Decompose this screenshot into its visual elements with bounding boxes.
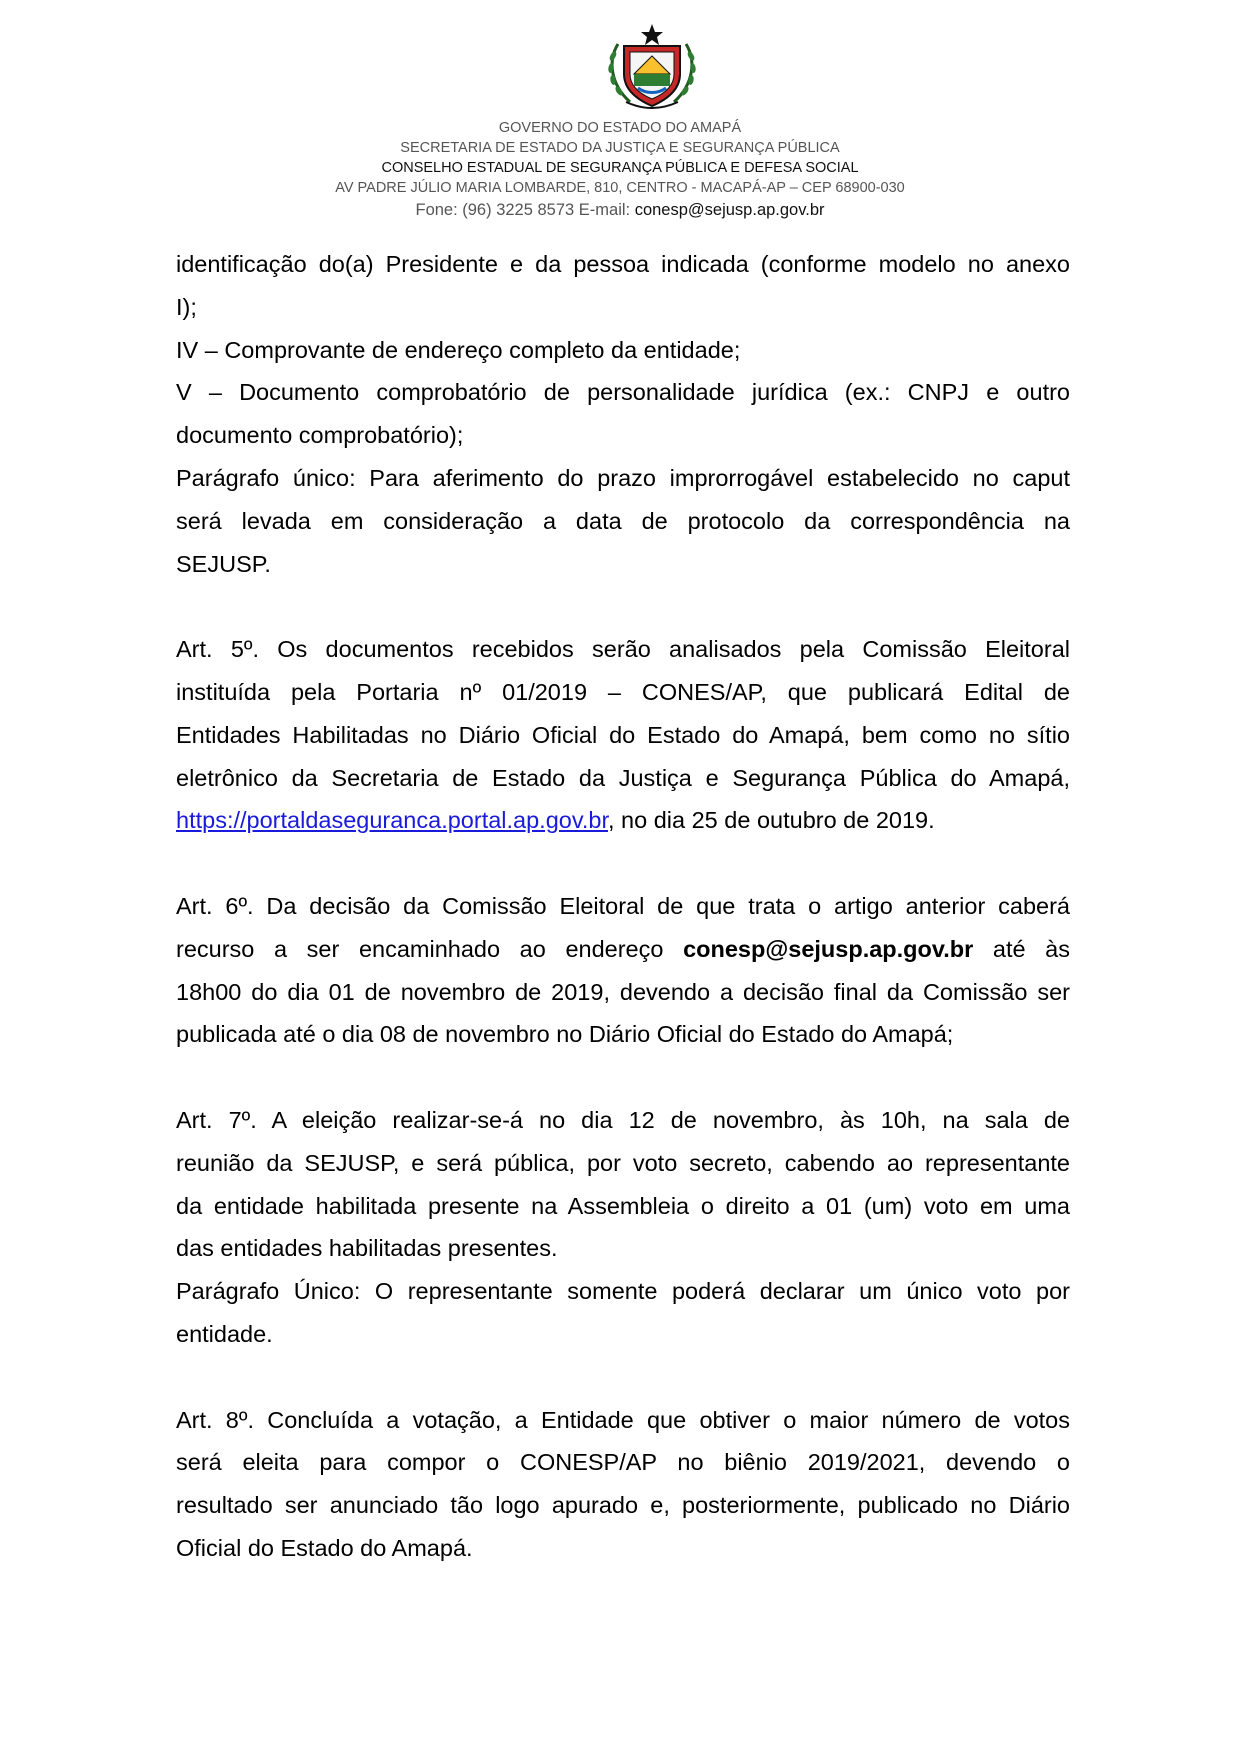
body-line: reunião da SEJUSP, e será pública, por voto secreto, cabendo ao representante — [176, 1149, 1070, 1176]
document-body — [176, 243, 1070, 1570]
body-line: 18h00 do dia 01 de novembro de 2019, devendo a decisão final da Comissão ser — [176, 978, 1070, 1005]
body-line: instituída pela Portaria nº 01/2019 – CONES/AP, que publicará Edital de — [176, 678, 1070, 705]
body-line: entidade. — [176, 1320, 273, 1347]
body-line: da entidade habilitada presente na Assembleia o direito a 01 (um) voto em uma — [176, 1192, 1070, 1219]
art-5: Art. 5º. Os documentos recebidos serão analisados pela Comissão Eleitoral — [176, 636, 1070, 663]
letterhead-government: GOVERNO DO ESTADO DO AMAPÁ — [498, 120, 742, 136]
body-line: das entidades habilitadas presentes. — [176, 1235, 558, 1262]
art-6: Art. 6º. Da decisão da Comissão Eleitoral de que trata o artigo anterior caberá — [176, 892, 1070, 919]
body-line: será levada em consideração a data de protocolo da correspondência na — [176, 507, 1070, 534]
body-line: documento comprobatório); — [176, 422, 464, 449]
letterhead-council: CONSELHO ESTADUAL DE SEGURANÇA PÚBLICA E DEFESA SOCIAL — [381, 160, 859, 176]
body-line: será eleita para compor o CONESP/AP no biênio 2019/2021, devendo o — [176, 1449, 1070, 1476]
body-line: identificação do(a) Presidente e da pessoa indicada (conforme modelo no anexo — [176, 251, 1070, 277]
item-v: V – Documento comprobatório de personalidade jurídica (ex.: CNPJ e outro — [176, 379, 1070, 406]
email-bold: conesp@sejusp.ap.gov.br — [683, 935, 974, 962]
body-line — [176, 928, 1070, 971]
letterhead-contact — [0, 198, 1240, 222]
body-line: eletrônico da Secretaria de Estado da Justiça e Segurança Pública do Amapá, — [176, 764, 1070, 791]
body-line: SEJUSP. — [176, 550, 271, 577]
letterhead-address: AV PADRE JÚLIO MARIA LOMBARDE, 810, CENTRO - MACAPÁ-AP – CEP 68900-030 — [335, 180, 905, 196]
body-text: recurso a ser encaminhado ao endereço — [176, 935, 684, 962]
body-text: até às — [973, 935, 1070, 962]
paragrafo-unico: Parágrafo único: Para aferimento do prazo improrrogável estabelecido no caput — [176, 464, 1070, 491]
item-iv: IV – Comprovante de endereço completo da entidade; — [176, 336, 741, 363]
body-line: I); — [176, 293, 197, 320]
body-line: publicada até o dia 08 de novembro no Diário Oficial do Estado do Amapá; — [176, 1021, 954, 1048]
paragrafo-unico: Parágrafo Único: O representante somente poderá declarar um único voto por — [176, 1278, 1070, 1305]
contact-email: conesp@sejusp.ap.gov.br — [634, 201, 825, 219]
letterhead — [0, 118, 1240, 222]
body-line: Oficial do Estado do Amapá. — [176, 1534, 473, 1561]
contact-phone: Fone: (96) 3225 8573 E-mail: — [415, 201, 635, 219]
amapa-coat-of-arms-icon — [604, 22, 700, 112]
portal-link[interactable]: https://portaldaseguranca.portal.ap.gov.br — [176, 807, 608, 834]
body-line: Entidades Habilitadas no Diário Oficial do Estado do Amapá, bem como no sítio — [176, 721, 1070, 748]
art-8: Art. 8º. Concluída a votação, a Entidade que obtiver o maior número de votos — [176, 1406, 1070, 1433]
art-7: Art. 7º. A eleição realizar-se-á no dia 12 de novembro, às 10h, na sala de — [176, 1106, 1070, 1133]
body-line: resultado ser anunciado tão logo apurado e, posteriormente, publicado no Diário — [176, 1492, 1070, 1519]
letterhead-secretariat: SECRETARIA DE ESTADO DA JUSTIÇA E SEGURANÇA PÚBLICA — [400, 140, 840, 156]
body-text: , no dia 25 de outubro de 2019. — [608, 807, 935, 834]
body-line — [176, 799, 1070, 842]
